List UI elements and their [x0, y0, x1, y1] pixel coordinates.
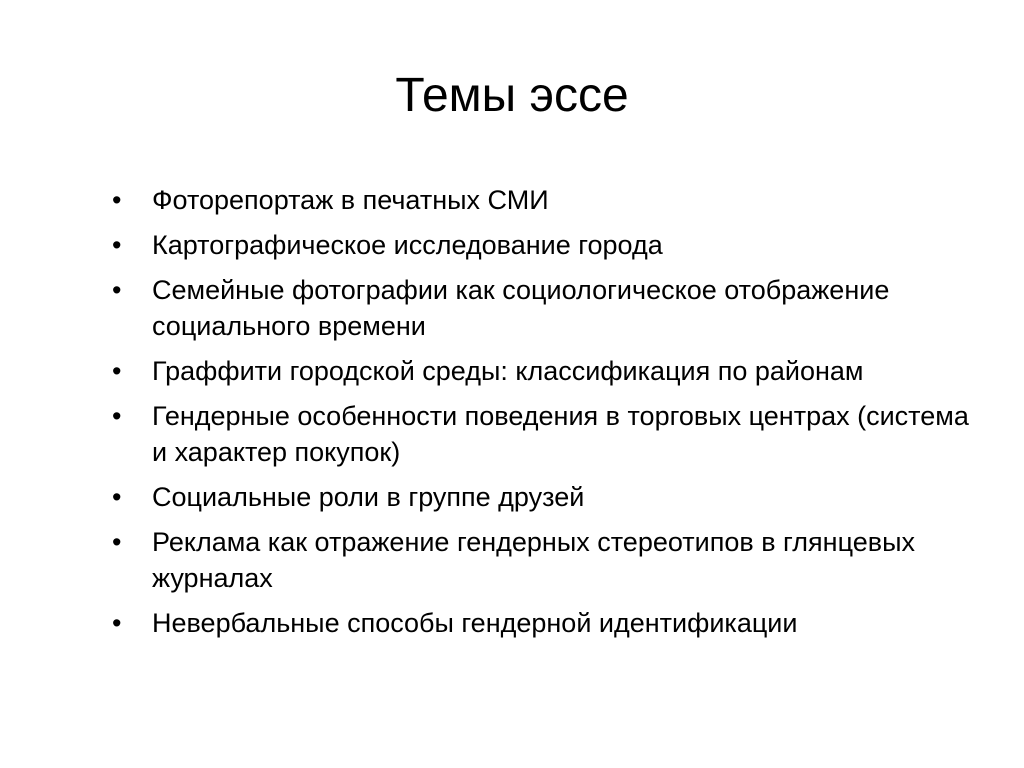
bullet-text: Фоторепортаж в печатных СМИ	[152, 185, 549, 215]
bullet-item	[112, 353, 982, 389]
bullet-icon: •	[112, 185, 122, 215]
bullet-icon: •	[112, 401, 122, 431]
bullet-text: Граффити городской среды: классификация по районам	[152, 356, 864, 386]
bullet-item	[112, 398, 982, 470]
bullet-icon: •	[112, 275, 122, 305]
bullet-icon: •	[112, 356, 122, 386]
bullet-text: Гендерные особенности поведения в торговых центрах (система и характер покупок)	[152, 401, 969, 467]
bullet-icon: •	[112, 608, 122, 638]
bullet-item	[112, 479, 982, 515]
bullet-icon: •	[112, 482, 122, 512]
bullet-text: Реклама как отражение гендерных стереотипов в глянцевых журналах	[152, 527, 916, 593]
bullet-list	[112, 182, 982, 650]
bullet-item	[112, 272, 982, 344]
slide-title: Темы эссе	[395, 69, 629, 122]
bullet-icon: •	[112, 527, 122, 557]
bullet-text: Социальные роли в группе друзей	[152, 482, 585, 512]
bullet-text: Семейные фотографии как социологическое отображение социального времени	[152, 275, 890, 341]
bullet-item	[112, 227, 982, 263]
bullet-item	[112, 182, 982, 218]
bullet-item	[112, 524, 982, 596]
bullet-text: Невербальные способы гендерной идентификации	[152, 608, 798, 638]
bullet-text: Картографическое исследование города	[152, 230, 663, 260]
bullet-item	[112, 605, 982, 641]
bullet-icon: •	[112, 230, 122, 260]
